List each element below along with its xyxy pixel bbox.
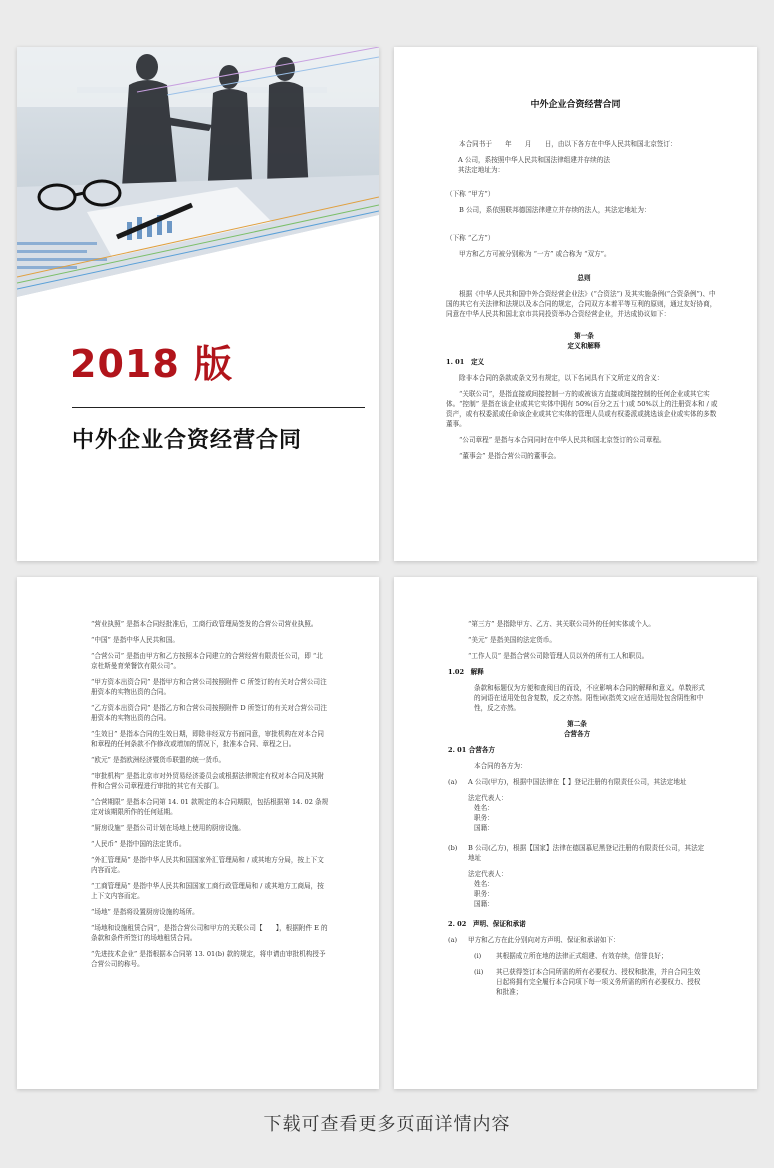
cover-divider (72, 407, 365, 408)
article-title: 定义和解释 (567, 342, 601, 350)
party-a-rep (448, 793, 706, 833)
text-line: “甲方资本出资合同” 是指甲方和合营公司按照附件 C 所签订的有关对合营公司注册资本的实物出资的合同。 (91, 678, 327, 696)
contract-page-3 (394, 577, 757, 1089)
cover-title: 中外企业合资经营合同 (72, 428, 303, 453)
clause-heading: 2. 01 合营各方 (448, 746, 496, 754)
text-line: A 公司，系按照中华人民共和国法律组建并存续的法 (458, 156, 610, 164)
text-line: “生效日” 是指本合同的生效日期，即除非经双方书面同意，审批机构在对本合同和章程的任何条款不作修改或增加的情况下，批准本合同、章程之日。 (91, 730, 325, 748)
text-line: “美元” 是指美国的法定货币。 (468, 636, 556, 644)
subclause-i (448, 951, 706, 961)
item-marker: (ii) (474, 968, 484, 976)
text-line: “关联公司”，是指直接或间接控制一方的或被该方直接或间接控制的任何企业或其它实体。“控制” 是指在该企业或其它实体中拥有 50%(百分之五十)或 50%以上的注册资本和 / 或资产，或有权委派或任命该企业或其它实体的管理人员或有权委派或挑选该企业或实体的多数董事。 (446, 390, 718, 428)
clause-heading: 2. 02 声明、保证和承诺 (448, 920, 526, 928)
text-line: “公司章程” 是指与本合同同时在中华人民共和国北京签订的公司章程。 (459, 436, 666, 444)
text-line: 除非本合同的条款或条文另有规定，以下名词具有下文所定义的含义： (459, 374, 664, 382)
contract-page-1 (394, 47, 757, 561)
item-marker: (i) (474, 952, 482, 960)
text-line: “审批机构” 是指北京市对外贸易经济委员会或根据法律规定有权对本合同及其附件和合营公司章程进行审批的其它有关部门。 (91, 772, 325, 790)
article-number: 第一条 (574, 332, 594, 340)
article-title: 合营各方 (563, 730, 591, 738)
subclause-ii (448, 967, 706, 997)
item-marker: (b) (448, 844, 458, 852)
party-a-block (448, 777, 706, 787)
text-line: “合营期限” 是指本合同第 14. 01 款规定的本合同期限，包括根据第 14. 02 条规定对该期限所作的任何延期。 (91, 798, 329, 816)
cover-page (17, 47, 379, 561)
page-body (91, 619, 329, 975)
text-line: 其根据成立所在地的法律正式组建、有效存续，信誉良好； (496, 952, 668, 960)
text-line: “外汇管理局” 是指中华人民共和国国家外汇管理局和 / 或其地方分局，按上下文内容而定。 (91, 856, 324, 874)
text-line: 法定代表人： (468, 794, 508, 802)
text-line: （下称 “甲方”） (446, 190, 495, 198)
text-line: “第三方” 是指除甲方、乙方、其关联公司外的任何实体或个人。 (468, 620, 655, 628)
text-line: “董事会” 是指合营公司的董事会。 (459, 452, 561, 460)
text-line: “乙方资本出资合同” 是指乙方和合营公司按照附件 D 所签订的有关对合营公司注册资本的实物出资的合同。 (91, 704, 327, 722)
text-line: 甲方和乙方可被分别称为 “一方” 或合称为 “双方”。 (459, 250, 611, 258)
text-line: “先进技术企业” 是指根据本合同第 13. 01(b) 款的规定，将申请由审批机构授予合营公司的称号。 (91, 950, 326, 968)
text-line: 根据《中华人民共和国中外合资经营企业法》(“合资法”) 及其实施条例(“合资条例”)、中国的其它有关法律和法规以及本合同的规定，合同双方本着平等互利的原则，通过友好协商，同意在中华人民共和国北京市共同投资举办合资经营企业，并达成协议如下： (446, 290, 717, 318)
text-line: （下称 “乙方”） (446, 234, 495, 242)
text-line: 甲方和乙方在此分别向对方声明、保证和承诺如下： (468, 936, 620, 944)
section-heading: 总则 (577, 274, 591, 282)
party-a (446, 155, 722, 175)
item-marker: (a) (448, 936, 458, 944)
page-body (448, 619, 706, 1003)
page-body (446, 139, 722, 467)
contract-title: 中外企业合资经营合同 (530, 100, 621, 110)
text-line: 其已获得签订本合同所需的所有必要权力、授权和批准，并自合同生效日起将拥有完全履行本合同项下每一项义务所需的所有必要权力、授权和批准； (496, 968, 701, 996)
text-line: “人民币” 是指中国的法定货币。 (91, 840, 186, 848)
cover-year: 2018 版 (70, 342, 233, 386)
text-line: “厨房设施” 是指公司计划在场地上使用的厨房设施。 (91, 824, 245, 832)
text-line: 国籍： (474, 900, 494, 908)
text-line: “欧元” 是指欧洲经济暨货币联盟的统一货币。 (91, 756, 226, 764)
text-line: 本合同的各方为： (474, 762, 527, 770)
text-line: “合营公司” 是指由甲方和乙方按照本合同建立的合营经营有限责任公司，即 “北京杜斯曼育荣餐饮有限公司”。 (91, 652, 323, 670)
text-line: 姓名： (474, 804, 494, 812)
text-line: “场地” 是指将设置厨房设施的场所。 (91, 908, 199, 916)
text-line: 国籍： (474, 824, 494, 832)
text-line: A 公司(甲方)，根据中国法律在【 】登记注册的有限责任公司，其法定地址 (468, 778, 687, 786)
text-line: 本合同书于 年 月 日，由以下各方在中华人民共和国北京签订： (459, 140, 677, 148)
article-number: 第二条 (567, 720, 587, 728)
party-b-rep (448, 869, 706, 909)
item-marker: (a) (448, 778, 458, 786)
text-line: 职务： (474, 814, 494, 822)
text-line: 其法定地址为： (458, 166, 505, 174)
subclause-a (448, 935, 706, 945)
text-line: “工商管理局” 是指中华人民共和国国家工商行政管理局和 / 或其地方工商局，按上下文内容而定。 (91, 882, 324, 900)
contract-page-2 (17, 577, 379, 1089)
text-line: B 公司，系依照联邦德国法律建立并存续的法人，其法定地址为： (459, 206, 651, 214)
text-line: “场地和设施租赁合同”，是指合营公司和甲方的关联公司【 】，根据附件 E 的条款和条件所签订的场地租赁合同。 (91, 924, 328, 942)
party-b-block (448, 843, 706, 863)
text-line: 法定代表人： (468, 870, 508, 878)
text-line: 职务： (474, 890, 494, 898)
text-line: “中国” 是指中华人民共和国。 (91, 636, 179, 644)
clause-heading: 1.02 解释 (448, 668, 484, 676)
text-line: “工作人员” 是指合营公司除管理人员以外的所有工人和职员。 (468, 652, 649, 660)
text-line: 姓名： (474, 880, 494, 888)
text-line: 条款和标题仅为方便和查阅目的而设，不应影响本合同的解释和意义。单数形式的词语在适用处包含复数，反之亦然。阳性词(指英文)应在适用处包含阴性和中性，反之亦然。 (474, 684, 705, 712)
text-line: “营业执照” 是指本合同经批准后，工商行政管理局签发的合营公司营业执照。 (91, 620, 318, 628)
cover-photo (17, 47, 379, 297)
more-pages-footer[interactable]: 下载可查看更多页面详情内容 (263, 1114, 511, 1135)
text-line: B 公司(乙方)，根据【国家】法律在德国慕尼黑登记注册的有限责任公司，其法定地址 (468, 844, 705, 862)
clause-heading: 1. 01 定义 (446, 358, 485, 366)
